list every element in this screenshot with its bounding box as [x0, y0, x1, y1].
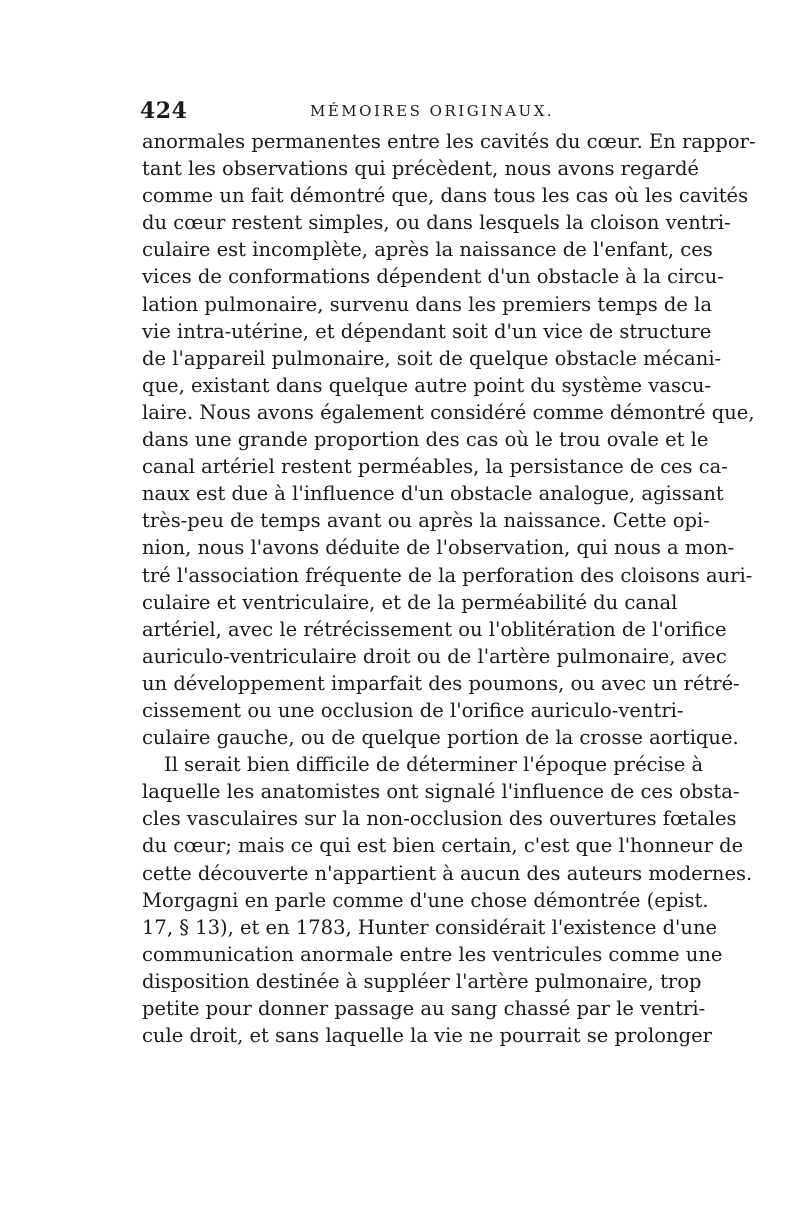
text-line: canal artériel restent perméables, la persistance de ces ca-	[142, 455, 728, 479]
text-line: cule droit, et sans laquelle la vie ne pourrait se prolonger	[142, 1024, 712, 1048]
text-line: de l'appareil pulmonaire, soit de quelque obstacle mécani-	[142, 346, 722, 370]
text-line: nion, nous l'avons déduite de l'observation, qui nous a mon-	[142, 536, 735, 560]
text-line: tant les observations qui précèdent, nous avons regardé	[142, 157, 699, 181]
text-line: artériel, avec le rétrécissement ou l'oblitération de l'orifice	[142, 617, 727, 641]
text-line: culaire est incomplète, après la naissance de l'enfant, ces	[142, 238, 713, 262]
text-line: lation pulmonaire, survenu dans les premiers temps de la	[142, 292, 713, 316]
text-line: 17, § 13), et en 1783, Hunter considérait l'existence d'une	[142, 915, 718, 939]
page-number: 424	[140, 98, 188, 124]
text-line: vie intra-utérine, et dépendant soit d'un vice de structure	[142, 319, 712, 343]
text-line: du cœur; mais ce qui est bien certain, c'est que l'honneur de	[142, 834, 744, 858]
text-line: laire. Nous avons également considéré comme démontré que,	[142, 400, 755, 424]
text-line: cette découverte n'appartient à aucun des auteurs modernes.	[142, 861, 753, 885]
text-line: cissement ou une occlusion de l'orifice auriculo-ventri-	[142, 698, 684, 722]
text-line: anormales permanentes entre les cavités du cœur. En rappor-	[142, 130, 756, 153]
text-line: un développement imparfait des poumons, ou avec un rétré-	[142, 671, 740, 695]
body-text	[142, 128, 756, 1049]
text-line: petite pour donner passage au sang chassé par le ventri-	[142, 997, 706, 1020]
text-line: auriculo-ventriculaire droit ou de l'artère pulmonaire, avec	[142, 644, 727, 668]
text-line: naux est due à l'influence d'un obstacle analogue, agissant	[142, 482, 724, 506]
text-line: que, existant dans quelque autre point du système vascu-	[142, 373, 712, 397]
running-head	[140, 98, 670, 128]
text-line: du cœur restent simples, ou dans lesquels la cloison ventri-	[142, 211, 731, 235]
running-title: MÉMOIRES ORIGINAUX.	[310, 102, 555, 120]
text-line: laquelle les anatomistes ont signalé l'influence de ces obsta-	[142, 780, 740, 804]
text-line: vices de conformations dépendent d'un obstacle à la circu-	[142, 265, 724, 289]
text-line: dans une grande proportion des cas où le trou ovale et le	[142, 428, 709, 452]
text-line: comme un fait démontré que, dans tous les cas où les cavités	[142, 184, 749, 208]
text-line: Morgagni en parle comme d'une chose démontrée (epist.	[142, 888, 709, 912]
paragraph-end-line: culaire gauche, ou de quelque portion de la crosse aortique.	[142, 726, 739, 750]
text-line: disposition destinée à suppléer l'artère pulmonaire, trop	[142, 969, 702, 993]
text-line: très-peu de temps avant ou après la naissance. Cette opi-	[142, 509, 710, 533]
paragraph-start-line: Il serait bien difficile de déterminer l'époque précise à	[164, 753, 704, 777]
text-line: culaire et ventriculaire, et de la perméabilité du canal	[142, 590, 678, 614]
text-line: cles vasculaires sur la non-occlusion des ouvertures fœtales	[142, 807, 737, 831]
text-line: communication anormale entre les ventricules comme une	[142, 942, 723, 966]
text-line: tré l'association fréquente de la perforation des cloisons auri-	[142, 563, 753, 587]
